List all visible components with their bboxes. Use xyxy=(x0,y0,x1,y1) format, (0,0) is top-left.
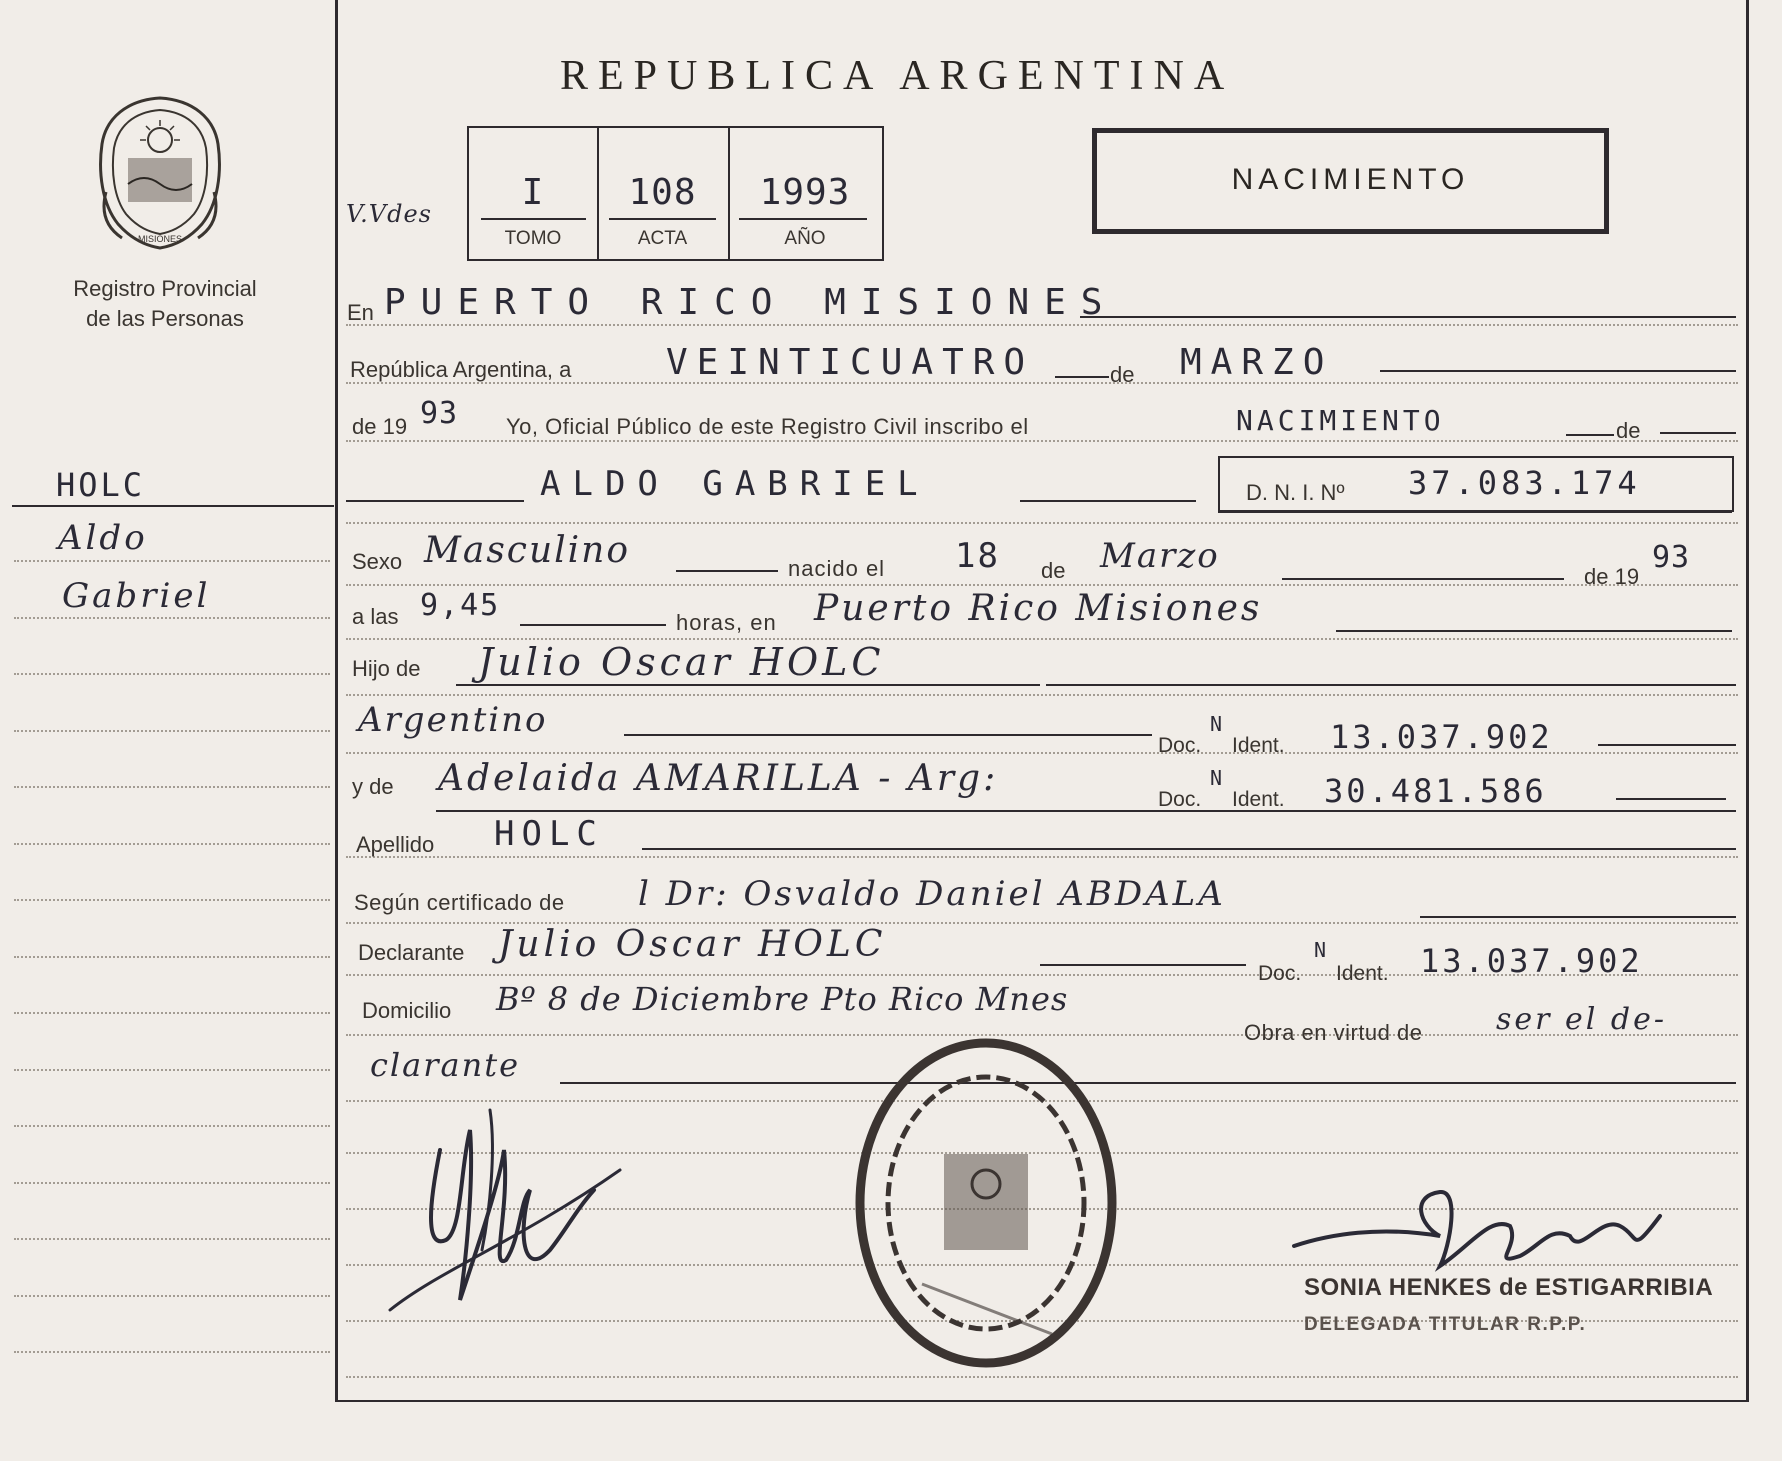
certificate-value: l Dr: Osvaldo Daniel ABDALA xyxy=(638,874,1226,914)
horas-label: horas, en xyxy=(676,610,777,635)
dni-label: D. N. I. Nº xyxy=(1246,480,1345,505)
tomo-value: I xyxy=(521,172,545,213)
father-ident-label: Ident. xyxy=(1232,734,1285,757)
margin-note: V.Vdes xyxy=(346,200,432,228)
obra-continuation: clarante xyxy=(370,1046,521,1084)
father-name: Julio Oscar HOLC xyxy=(478,640,885,684)
province-coat-of-arms-icon xyxy=(92,92,228,252)
birth-year-suffix: 93 xyxy=(1652,540,1691,575)
father-n-sup: N xyxy=(1210,712,1223,736)
registry-name-line1: Registro Provincial xyxy=(73,276,257,301)
a-las-label: a las xyxy=(352,604,399,629)
mother-doc: 30.481.586 xyxy=(1324,772,1547,810)
bottom-frame-line xyxy=(335,1400,1749,1402)
birth-time: 9,45 xyxy=(420,588,501,623)
mother-n-sup: N xyxy=(1210,766,1223,790)
apellido-value: HOLC xyxy=(494,814,604,854)
year-suffix: 93 xyxy=(420,396,459,431)
domicilio-label: Domicilio xyxy=(362,998,452,1023)
official-title: DELEGADA TITULAR R.P.P. xyxy=(1304,1314,1587,1335)
official-seal-stamp-icon xyxy=(852,1034,1120,1372)
declarante-doc: 13.037.902 xyxy=(1420,942,1643,980)
right-frame-line xyxy=(1746,0,1749,1402)
dni-value: 37.083.174 xyxy=(1408,464,1641,502)
margin-first-name: Aldo xyxy=(58,518,148,558)
mother-name: Adelaida AMARILLA - Arg: xyxy=(438,758,999,799)
birth-day: 18 xyxy=(955,536,1000,576)
sexo-value: Masculino xyxy=(424,530,631,571)
dni-box xyxy=(1218,456,1734,512)
record-type-box xyxy=(1092,128,1609,234)
declarante-n-sup: N xyxy=(1314,938,1327,962)
father-nationality: Argentino xyxy=(358,700,548,740)
month-words: MARZO xyxy=(1180,342,1334,383)
declarant-signature-icon xyxy=(370,1090,640,1330)
ano-value: 1993 xyxy=(759,172,851,213)
obra-value: ser el de- xyxy=(1496,1002,1668,1037)
record-type: NACIMIENTO xyxy=(1231,163,1470,196)
child-names: ALDO GABRIEL xyxy=(540,464,930,504)
country-title: REPUBLICA ARGENTINA xyxy=(560,53,1235,99)
de-label-3: de xyxy=(1041,558,1066,583)
registry-name-line2: de las Personas xyxy=(86,306,244,331)
margin-surname: HOLC xyxy=(56,466,146,504)
register-number-box xyxy=(467,126,884,261)
acta-label: ACTA xyxy=(637,228,688,249)
mother-doc-label: Doc. xyxy=(1158,788,1202,811)
father-doc: 13.037.902 xyxy=(1330,718,1553,756)
republic-label: República Argentina, a xyxy=(350,357,572,382)
ano-label: AÑO xyxy=(784,228,826,249)
tomo-label: TOMO xyxy=(504,228,562,249)
margin-name-divider xyxy=(12,505,334,507)
domicilio-value: Bº 8 de Diciembre Pto Rico Mnes xyxy=(496,980,1069,1018)
mother-ident-label: Ident. xyxy=(1232,788,1285,811)
de-label-1: de xyxy=(1110,362,1135,387)
svg-text:MISIONES: MISIONES xyxy=(137,234,183,244)
obra-label: Obra en virtud de xyxy=(1244,1020,1423,1045)
act-type: NACIMIENTO xyxy=(1236,404,1445,437)
declarante-doc-label: Doc. xyxy=(1258,962,1302,985)
official-text: Yo, Oficial Público de este Registro Civil inscribo el xyxy=(506,414,1029,439)
margin-middle-name: Gabriel xyxy=(62,576,211,616)
de-label-2: de xyxy=(1616,418,1641,443)
declarante-label: Declarante xyxy=(358,940,465,965)
declarante-value: Julio Oscar HOLC xyxy=(498,924,887,965)
declarante-ident-label: Ident. xyxy=(1336,962,1389,985)
y-de-label: y de xyxy=(352,774,394,799)
acta-value: 108 xyxy=(628,172,697,213)
birth-place: Puerto Rico Misiones xyxy=(814,588,1263,629)
sexo-label: Sexo xyxy=(352,549,403,574)
place-value: PUERTO RICO MISIONES xyxy=(384,282,1118,323)
en-label: En xyxy=(347,300,374,325)
apellido-label: Apellido xyxy=(356,832,435,857)
birth-year-prefix: de 19 xyxy=(1584,564,1640,589)
segun-label: Según certificado de xyxy=(354,890,565,915)
day-words: VEINTICUATRO xyxy=(666,342,1035,383)
official-name: SONIA HENKES de ESTIGARRIBIA xyxy=(1304,1274,1714,1301)
hijo-label: Hijo de xyxy=(352,656,421,681)
year-prefix: de 19 xyxy=(352,414,408,439)
father-doc-label: Doc. xyxy=(1158,734,1202,757)
birth-month: Marzo xyxy=(1100,536,1220,576)
left-frame-line xyxy=(335,0,338,1402)
nacido-label: nacido el xyxy=(788,556,886,581)
